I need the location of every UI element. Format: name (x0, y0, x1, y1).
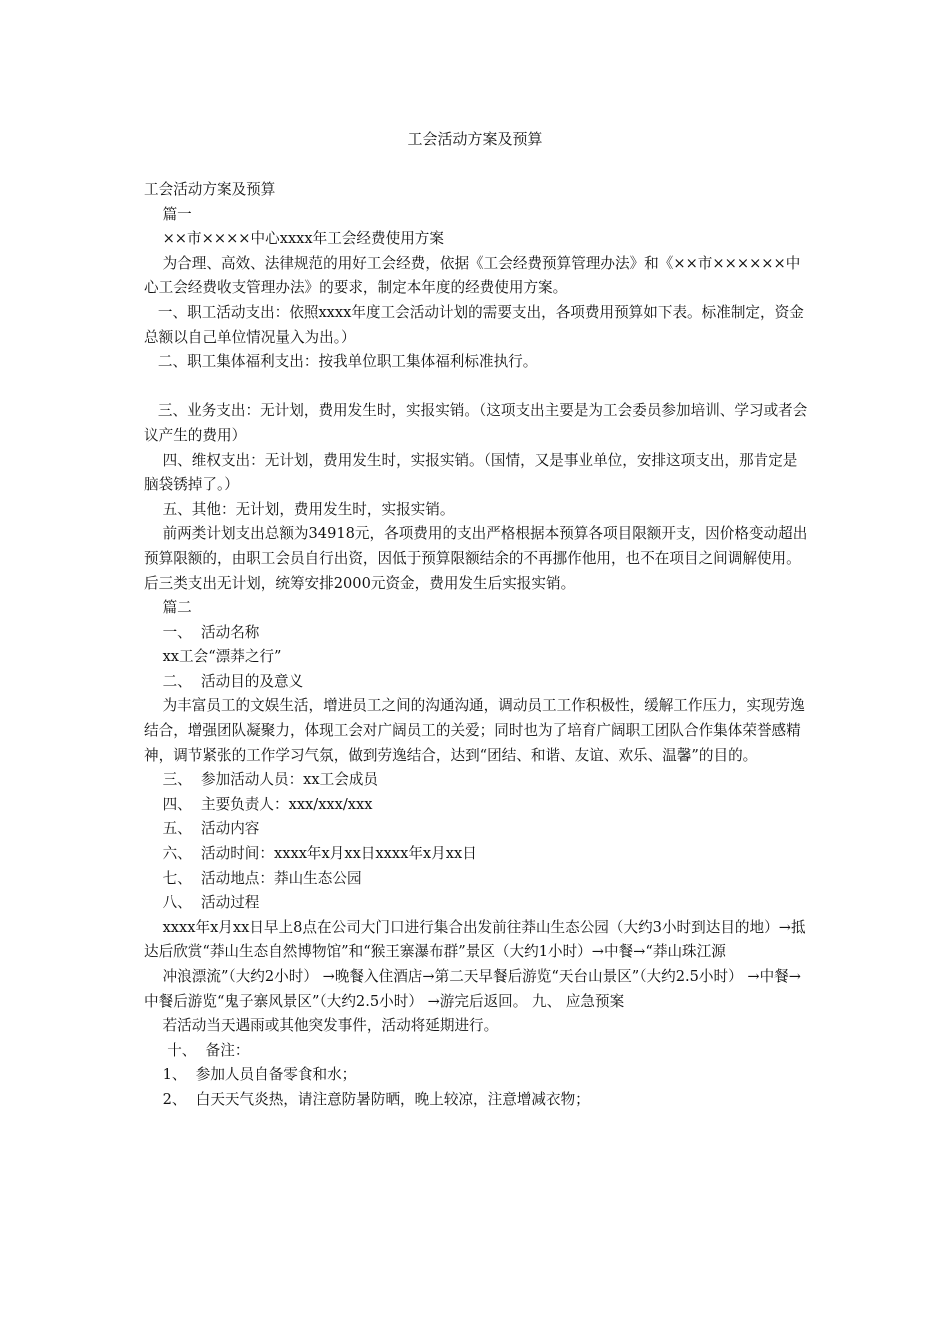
body-line: xxxx年x月xx日早上8点在公司大门口进行集合出发前往莽山生态公园（大约3小时到达目的地）→抵达后欣赏“莽山生态自然博物馆”和“猴王寨瀑布群”景区（大约1小时）→中餐→“莽山珠江源 (144, 918, 806, 961)
body-line: 为合理、高效、法律规范的用好工会经费，依据《工会经费预算管理办法》和《××市××××××中心工会经费收支管理办法》的要求，制定本年度的经费使用方案。 (144, 254, 801, 297)
body-line: 冲浪漂流”（大约2小时） →晚餐入住酒店→第二天早餐后游览“天台山景区”（大约2.5小时） →中餐→中餐后游览“鬼子寨风景区”（大约2.5小时） →游完后返回。 九、 应急预案 (144, 968, 802, 1010)
body-line: 为丰富员工的文娱生活，增进员工之间的沟通沟通，调动员工工作积极性，缓解工作压力，实现劳逸结合，增强团队凝聚力，体现工会对广阔员工的关爱；同时也为了培育广阔职工团队合作集体荣誉感精神，调节紧张的工作学习气氛，做到劳逸结合，达到“团结、和谐、友谊、欢乐、温馨”的目的。 (144, 697, 805, 764)
body-line: 二、职工集体福利支出：按我单位职工集体福利标准执行。 (144, 353, 538, 371)
body-line: 篇二 (144, 599, 192, 617)
body-line: 四、 主要负责人：xxx/xxx/xxx (144, 795, 373, 813)
body-line: xx工会“漂莽之行” (144, 648, 282, 666)
document-body (144, 178, 808, 1113)
body-line: 1、 参加人员自备零食和水； (144, 1066, 357, 1084)
body-line: 八、 活动过程 (144, 894, 260, 912)
body-line: 前两类计划支出总额为34918元，各项费用的支出严格根据本预算各项目限额开支，因价格变动超出预算限额的，由职工会员自行出资，因低于预算限额结余的不再挪作他用，也不在项目之间调解使用。后三类支出无计划，统筹安排2000元资金，费用发生后实报实销。 (144, 525, 808, 592)
body-line: 一、 活动名称 (144, 623, 260, 641)
document-title: 工会活动方案及预算 (407, 130, 543, 148)
body-line: 四、维权支出：无计划，费用发生时，实报实销。（国情，又是事业单位，安排这项支出，那肯定是脑袋锈掉了。） (144, 451, 798, 494)
blank-line (144, 375, 808, 400)
body-line: 篇一 (144, 205, 192, 223)
body-line: 三、业务支出：无计划，费用发生时，实报实销。（这项支出主要是为工会委员参加培训、学习或者会议产生的费用） (144, 402, 808, 444)
body-line: 五、 活动内容 (144, 820, 260, 838)
body-line: ××市××××中心xxxx年工会经费使用方案 (144, 230, 444, 248)
body-line: 七、 活动地点：莽山生态公园 (144, 869, 362, 887)
body-line: 2、 白天天气炎热，请注意防暑防晒，晚上较凉，注意增减衣物； (144, 1090, 590, 1108)
body-line: 二、 活动目的及意义 (144, 672, 304, 690)
body-line: 六、 活动时间：xxxx年x月xx日xxxx年x月xx日 (144, 845, 477, 863)
body-line: 一、职工活动支出：依照xxxx年度工会活动计划的需要支出，各项费用预算如下表。标准制定，资金总额以自己单位情况量入为出。） (144, 303, 804, 346)
body-line: 五、其他：无计划，费用发生时，实报实销。 (144, 500, 455, 518)
body-line: 三、 参加活动人员：xx工会成员 (144, 771, 379, 789)
body-line: 十、 备注： (144, 1041, 250, 1059)
body-line: 若活动当天遇雨或其他突发事件，活动将延期进行。 (144, 1017, 499, 1035)
body-line: 工会活动方案及预算 (144, 181, 276, 198)
